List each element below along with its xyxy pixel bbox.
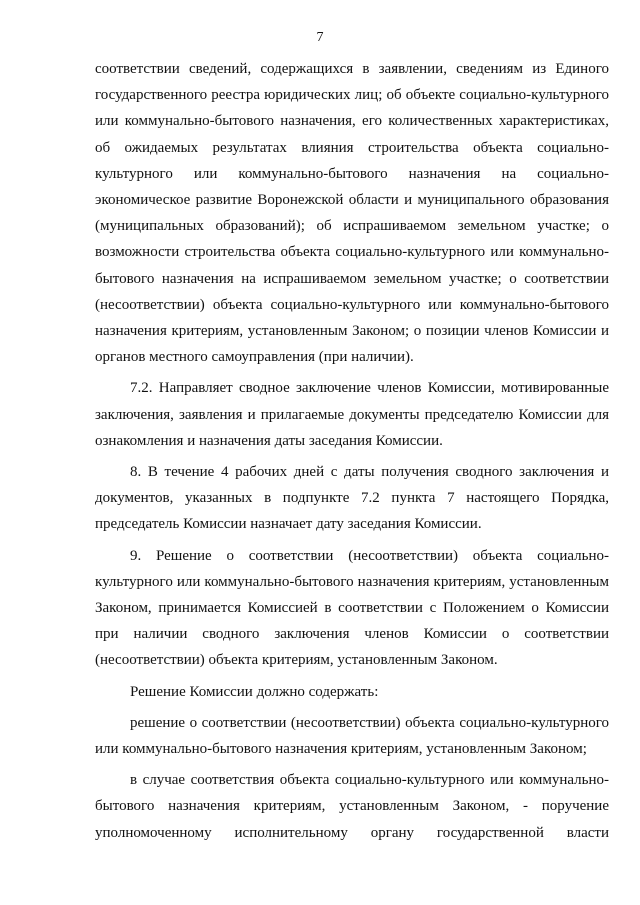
paragraph-8: 8. В течение 4 рабочих дней с даты получения сводного заключения и документов, указанных в подпункте 7.2 пункта 7 настоящего Порядка, председатель Комиссии назначает дату заседания Комиссии. [95, 464, 609, 533]
paragraph-decision-contents: Решение Комиссии должно содержать: [130, 683, 379, 700]
paragraph-decision-item-1: решение о соответствии (несоответствии) объекта социально-культурного или коммунально-бытового назначения критериям, установленным Законом; [95, 714, 609, 758]
page-number: 7 [316, 30, 324, 45]
paragraph-7-2: 7.2. Направляет сводное заключение членов Комиссии, мотивированные заключения, заявления и прилагаемые документы председателю Комиссии для ознакомления и назначения даты заседания Комиссии. [95, 380, 609, 449]
paragraph-continuation: соответствии сведений, содержащихся в заявлении, сведениям из Единого государственного реестра юридических лиц; об объекте социально-культурного или коммунально-бытового назначения, его количественных характеристиках, об ожидаемых результатах влияния строительства объекта социально-культурного или коммунально-бытового назначения на социально-экономическое развитие Воронежской области и муниципального образования (муниципальных образований); об испрашиваемом земельном участке; о возможности строительства объекта социально-культурного или коммунально-бытового назначения на испрашиваемом земельном участке; о соответствии (несоответствии) объекта социально-культурного или коммунально-бытового назначения критериям, установленным Законом; о позиции членов Комиссии и органов местного самоуправления (при наличии). [95, 61, 609, 366]
paragraph-9: 9. Решение о соответствии (несоответствии) объекта социально-культурного или коммунально-бытового назначения критериям, установленным Законом, принимается Комиссией в соответствии с Положением о Комиссии при наличии сводного заключения членов Комиссии о соответствии (несоответствии) объекта критериям, установленным Законом. [95, 547, 609, 669]
paragraph-decision-item-2: в случае соответствия объекта социально-культурного или коммунально-бытового назначения критериям, установленным Законом, - поручение уполномоченному исполнительному органу государственной власти [95, 772, 609, 841]
document-body [95, 56, 609, 846]
